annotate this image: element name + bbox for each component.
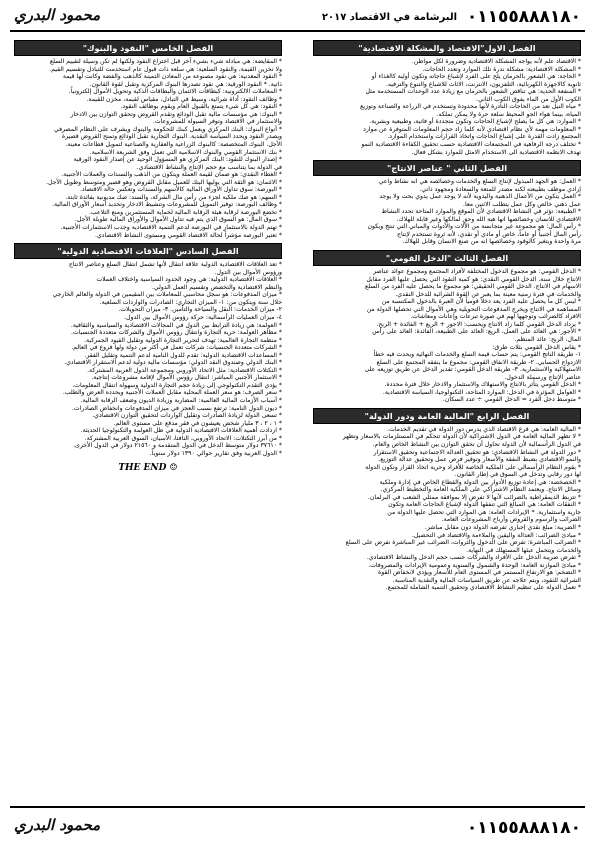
phone-number-footer: ٠١١٥٥٨٨٨١٨٠ — [466, 818, 581, 838]
text-line: * تختلف درجة الرفاهية في المجتمعات الاقتصادية حسب تحقيق الكفاءة الاقتصادية النمو — [361, 141, 581, 149]
chapter-section — [313, 160, 581, 246]
text-line: * المنفعة الحدية: هي تناقص الشعور بالحرمان مع زيادة عدد الوحدات المستخدمة مثل — [365, 88, 581, 96]
text-line: * السهم: هو صك ملكية لجزء من رأس مال الشركة، والسند: صك مديونية بفائدة ثابتة. — [65, 193, 282, 201]
text-line: والنظم الاقتصادية والتخصص وتقسيم العمل الدولي. — [151, 283, 282, 291]
text-line: ذاتية. * النقود الورقية: هي نقود تصدرها البنوك المركزية وتقبل لقوة القانون. — [89, 80, 282, 88]
chapter-heading: الفصل الرابع "المالية العامة ودور الدولة" — [313, 408, 581, 424]
text-line: الاقتصادي للانسان وخصائصها انها هبة الله وحق لمالكها وغير قابلة للهلاك. — [396, 215, 581, 223]
text-line: * النقود المعدنية: هي نقود مصنوعة من المعادن الثمينة كالذهب والفضة وكانت لها قيمة — [62, 73, 282, 81]
text-line: * الحاجة: هي الشعور بالحرمان يلح على الفرد لإشباع حاجاته وتكون أولية كالغذاء أو — [371, 73, 581, 81]
text-line: * دور الدولة في النشاط الاقتصادي: هو تحقيق العدالة الاجتماعية وتحقيق الاستقرار — [373, 448, 581, 456]
text-line: * منظمة التجارة العالمية: تهدف لتحرير التجارة الدولية وتقليل القيود الجمركية. — [84, 336, 282, 344]
text-line: ٤- ميزان العمليات الرأسمالية: حركة رؤوس الأموال بين الدول. — [124, 313, 282, 321]
text-line: * يزداد الدخل القومي كلما زاد الانتاج ويحسب: الاجور + الريع + الفائدة + الربح. — [376, 320, 581, 328]
text-line: * من أبرز التكتلات: الاتحاد الأوروبي، النافتا، الآسيان، السوق العربية المشتركة. — [84, 434, 282, 442]
text-line: * المساعدات الاقتصادية الدولية: تقدم للدول النامية لدعم التنمية وتقليل الفقر. — [84, 351, 282, 359]
text-line: لها دور رقابي وتدخل في السوق في إطار القانون. — [454, 471, 581, 479]
text-line: * تهتم الدولة بالاستثمار في البورصة لدعم التنمية الاقتصادية وجذب الاستثمارات الأجنبية. — [60, 224, 282, 232]
chapter-section — [313, 40, 581, 156]
text-line: إرادي موظف بطبيعته لكنه مصدر للمتعة والسعادة ومجهود ذاتي. — [419, 185, 581, 193]
text-line: المياه، بينما هواء الجو المحيط سلعة حرة ولا يمكن تملكه. — [436, 110, 581, 118]
text-line: ويصدر النقود ويحدد السياسة النقدية. البنوك التجارية تقبل الودائع وتمنح القروض قصيرة — [61, 133, 282, 141]
text-line: خلال سنة ويتكون من: ١- الميزان التجاري: الصادرات والواردات السلعية. — [99, 298, 282, 306]
text-line: * الدخل القومي يتأثر بالانتاج والاستهلاك والاستثمار والادخار خلال فترة محددة. — [384, 381, 581, 389]
text-line: والخدمات ويتحمل عبئها المستهلك في النهاية. — [466, 546, 581, 554]
text-line: * متوسط دخل الفرد = الدخل القومي ÷ عدد السكان. — [442, 396, 581, 404]
text-line: * العمل: هو الجهد المبذول لإنتاج السلع والخدمات وخصائصه هي انه نشاط واعي — [378, 178, 581, 186]
text-line: * وظائف النقود: أداة شرائية، وسيط في التبادل، مقياس لقيمة، مخزن للقيمة. — [86, 95, 282, 103]
text-line: الانتاج خلال سنة. الدخل القومي النقدي: هو كمية النقود التي يحصل عليها الفرد مقابل — [366, 275, 581, 283]
text-line: جارية واستثمارية. * الإيرادات العامة: هي الموارد التي تحصل عليها الدولة من — [387, 508, 581, 516]
text-line: * إصدار البنوك للنقود: البنك المركزي هو المسؤول الوحيد عن إصدار النقود الورقية — [73, 156, 282, 164]
text-line: * الاستثمار الأجنبي المباشر: انتقال رؤوس الأموال لإقامة مشروعات إنتاجية. — [91, 374, 282, 382]
text-line: * تعد العلاقات الاقتصادية الدولية علاقة انتقال لأنها تشمل انتقال السلع وعناصر الانتاج — [68, 261, 282, 269]
text-line: تهدف الانظمة الاقتصادية الى الاستخدام الامثل للموارد بشكل فعال. — [411, 148, 581, 156]
text-line: * بنك الاستثمار القومي والبنوك الاسلامية التي تعمل وفق الشريعة الاسلامية. — [89, 148, 282, 156]
text-line: الشرائية للنقود، ويتم علاجه عن طريق السياسات المالية والنقدية المناسبة. — [392, 576, 581, 584]
text-line: * الغطاء النقدي: هو ضمان لقيمة العملة ويتكون من الذهب والسندات والعملات الأجنبية. — [61, 171, 282, 179]
text-line: * سعر الصرف: هو سعر العملة المحلية مقابل العملات الأجنبية ويحدده العرض والطلب. — [62, 389, 282, 397]
chapter-section — [313, 250, 581, 404]
text-line: * البورصة: سوق تداول الأوراق المالية كالأسهم والسندات وتعكس حالة الاقتصاد. — [79, 186, 282, 194]
text-line: الاسهام في الانتاج. الدخل القومي الحقيقي: هو مجموع ما يحصل عليه الفرد من السلع — [365, 283, 581, 291]
text-line: * الاقتصاد علم لأنه يواجه المشكلة الاقتصادية وضرورة لكل مواطن. — [411, 58, 581, 65]
text-line: في الدولة بما يتناسب مع حجم الإنتاج والنشاط الاقتصادي. — [136, 163, 282, 171]
document-title: البرشامة في الاقتصاد ٢٠١٧ — [321, 12, 457, 23]
text-line: * البنك الدولي وصندوق النقد الدولي: مؤسسات مالية دولية لدعم الاستقرار الاقتصادي. — [64, 359, 282, 367]
chapter-heading: الفصل الخامس "النقود والبنوك" — [14, 40, 282, 56]
chapter-heading: الفصل السادس "العلاقات الاقتصادية الدولية" — [14, 243, 282, 259]
text-line: * العولمة: هي زيادة الترابط بين الدول في المجالات الاقتصادية والسياسية والثقافية. — [70, 321, 282, 329]
text-line: * تعتبر البورصة مؤشراً لحالة الاقتصاد القومي ومستوى النشاط الاقتصادي. — [95, 231, 282, 239]
text-line: * المعاملات الالكترونية: كبطاقات الائتمان والبطاقات الذكية وتحويل الأموال إلكترونياً. — [68, 88, 282, 96]
text-line: * ازدادت أهمية العلاقات الاقتصادية الدولية في ظل العولمة والتكنولوجيا الحديثة. — [80, 427, 282, 435]
text-line: * ديون الدول النامية: ترتفع بسبب العجز في ميزان المدفوعات وانخفاض الصادرات. — [71, 404, 282, 412]
text-line: * الائتمان: هو الثقة التي يوليها البنك للعميل مقابل القروض وهو قصير ومتوسط وطويل الأجل. — [46, 178, 282, 186]
left-column — [14, 40, 282, 800]
chapter-heading: الفصل الثالث "الدخل القومي" — [313, 250, 581, 266]
text-line: الازدواج الحسابي. ٢- طريقة الانفاق القومي: مجموع ما ينفقه المجتمع على السلع — [376, 358, 581, 366]
text-line: * التكتلات الاقتصادية: مثل الاتحاد الأوروبي ومجموعة الدول العربية المشتركة. — [87, 366, 282, 374]
text-line: * التضخم: هو الارتفاع المستمر في المستوى العام للأسعار ويؤدي لانخفاض القوة — [378, 569, 581, 577]
text-line: المساهمة في الانتاج ويخرج المدفوعات التحويلية وهي الأموال التي تحصلها الدولة من — [366, 305, 581, 313]
author-signature: محمود البدري — [14, 6, 101, 24]
text-line: * لا تظهر المالية العامة في الدول الاشتراكية لأن الدولة تتحكم في المستلزمات بالاسعار وتظهر — [342, 433, 581, 441]
text-line: * الشركات متعددة الجنسيات: شركات تعمل في أكثر من دولة ولها فروع في العالم. — [71, 344, 282, 352]
header-rule — [10, 30, 585, 32]
text-line: عمل ذهني خالص وكل عمل يتطلب الاثنين معا. — [463, 200, 581, 208]
right-column — [313, 40, 581, 800]
text-line: * ١ ، ٢ ، ٣ مليار شخص يعيشون في فقر مدقع على مستوى العالم. — [113, 419, 282, 427]
text-line: * ليس كل ما يحصل عليه الفرد يعد دخلاً قومياً لأن العبرة بالدخول المكتسبة من — [381, 298, 581, 306]
text-line: ١- طريقة الناتج القومي: يتم حساب قيمة السلع والخدمات النهائية ويحدث فيه خطأ — [373, 351, 581, 359]
text-line: * يؤدي التقدم التكنولوجي إلى زيادة حجم التجارة الدولية وسهولة انتقال المعلومات. — [72, 381, 282, 389]
text-line: * النفقات العامة: هي المبالغ التي تنفقها الدولة لإشباع الحاجات العامة وتكون — [388, 501, 581, 509]
text-line: ورؤوس الأموال بين الدول. — [214, 268, 282, 276]
text-line: * المالية العامة: هي فرع الاقتصاد الذي يدرس دور الدولة في تقديم الخدمات. — [387, 425, 581, 433]
text-line: * الضرائب المباشرة: تفرض على الدخول والثروات، الضرائب غير المباشرة تفرض على السلع — [345, 539, 581, 547]
text-line: * تخضع البورصة لرقابة هيئة الرقابة المالية لحماية المستثمرين ومنع التلاعب. — [88, 208, 282, 216]
text-line: رأس المال أجنبياً أو عاماً، خاص أو مادي أو نقدي، لأنه ثروة تستخدم لإنتاج — [397, 230, 581, 238]
chapter-heading: الفصل الاول"الاقتصاد والمشكلة الاقتصادية" — [313, 40, 581, 56]
text-line: عناصر الإنتاج ورسملة الدخول. — [504, 373, 581, 381]
text-line: * الدخل القومي: هو مجموع الدخول المختلفة لأفراد المجتمع ومجموع عوائد عناصر — [373, 268, 581, 276]
text-line: المجتمع زادت القدرة على إشباع الحاجات واتخاذ القرارات واستخدام الموارد. — [387, 133, 581, 141]
chapter-section — [14, 243, 282, 457]
text-line: * مياه النيل تعد من الحاجات النادرة لأنها محدودة وتستخدم في الزراعة والصناعة وتوزيع — [360, 103, 581, 111]
text-line: الكوب الأول من الماء يفوق الكوب الثاني. — [476, 95, 581, 103]
text-line: * وظائف البورصة: توفير التمويل للمشروعات وتنشيط الادخار وتحديد أسعار الأوراق المالية. — [52, 201, 282, 209]
text-line: المال، الربح: عائد المنظم. — [514, 335, 581, 343]
text-line: * مبادئ الموازنة العامة: الوحدة والشمول والسنوية وعمومية الإيرادات والمصروفات. — [368, 561, 581, 569]
text-line: * أنواع البنوك: البنك المركزي ويعمل كبنك للحكومة والبنوك ويشرف على النظام المصرفي — [53, 125, 282, 133]
end-note: THE END ☺ — [118, 463, 178, 474]
text-line: * الخصخصة: هي إعادة توزيع الأدوار بين الدولة والقطاع الخاص في إدارة وملكية — [379, 478, 581, 486]
author-signature-footer: محمود البدري — [14, 816, 101, 834]
text-line: * النقود: هي كل شيء يتمتع بالقبول العام ويقوم بوظائف النقود. — [120, 103, 282, 111]
text-line: * مبادئ الضرائب: العدالة واليقين والملاءمة والاقتصاد في التحصيل. — [411, 531, 581, 539]
text-line: * الدول العربية وفق تقارير حوالي ١٣٩٠ دولار سنوياً. — [149, 449, 282, 457]
text-line: * تفرض ضريبة الدخل على الأفراد والشركات حسب حجم الدخل والنشاط الاقتصادي. — [366, 554, 581, 562]
text-line: الأجل. البنوك المتخصصة: كالبنوك الزراعية والعقارية والصناعية لتمويل قطاعات معينة. — [65, 141, 282, 149]
text-line: * المقايضة: هي مبادلة شيء بشيء آخر قبل اختراع النقود ولكنها لم تكن وسيلة لتقييم السلع — [49, 58, 282, 65]
text-line: * العمل يتكون من الأعمال الذهنية واليدوية لأنه لا يوجد عمل يدوي بحت ولا يوجد — [379, 193, 581, 201]
chapter-section — [14, 40, 282, 239]
text-line: * تتربط الديمقراطية بالضرائب لأنها لا تفرض إلا بموافقة ممثلي الشعب في البرلمان. — [367, 493, 581, 501]
text-line: ٢- ميزان الخدمات: النقل والسياحة والتأمين. ٣- ميزان التحويلات. — [118, 306, 282, 314]
text-line: ثانوية كالاجهزة الكهربائية، التلفزيون، الانترنت، الاثاث للاشباع والتنوع والترفيه. — [386, 80, 581, 88]
text-line: * تعمل الدولة على تنظيم النشاط الاقتصادي وتحقيق التنمية الشاملة للمجتمع. — [385, 584, 581, 592]
page-footer — [0, 808, 595, 842]
text-line: * الضريبة: مبلغ نقدي إجباري تفرضه الدولة دون مقابل مباشر. — [424, 523, 581, 531]
page-header — [0, 0, 595, 34]
phone-number: ٠١١٥٥٨٨٨١٨٠ — [466, 7, 581, 27]
text-line: * أسباب الأزمات المالية العالمية: المضاربة وزيادة الديون وضعف الرقابة المالية. — [80, 396, 282, 404]
text-line: * العلاقات الاقتصادية الدولية: هي وجود الحدود السياسية واختلاف العملات — [96, 276, 282, 284]
text-line: والخدمات في فترة زمنية معينة بما يعبر عن القوة الشرائية للدخل النقدي. — [395, 290, 581, 298]
text-line: في الدول الرأسمالية لأن الدولة تحاول أن تحقق التوازن بين النشاط الخاص والعام. — [372, 440, 581, 448]
text-line: مرة واحدة ويتغير كالوقود وخصائصها انه من صنع الانسان وقابل للهلاك. — [402, 238, 581, 246]
text-line: * المشكلة الاقتصادية: مشكلة ندرة تلك الموارد وتعدد الحاجات. — [422, 65, 581, 73]
chapter-section — [313, 408, 581, 592]
text-line: والاستثمار في الاقتصاد وتوفر السيولة للمشروعات. — [152, 118, 282, 126]
text-line: الافراد كالضرائب وتوجهها لهم في صورة تبرعات وإعانات ومعاشات. — [410, 313, 581, 321]
text-line: * ميزان المدفوعات: هو سجل محاسبي للمعاملات بين المقيمين في الدولة والعالم الخارجي — [52, 291, 282, 299]
text-line: * المعلومات مهمة لأي نظام اقتصادي لأنه كلما زاد حجم المعلومات المتوفرة عن موارد — [363, 125, 581, 133]
text-line: * تسعى الدولة لزيادة الصادرات وتقليل الواردات لتحقيق التوازن الاقتصادي. — [92, 412, 282, 420]
text-line: * يقوم النظام الرأسمالي على الملكية الخاصة للأفراد وحرية اتخاذ القرار وتكون الدولة — [365, 463, 581, 471]
text-line: ولا تخزين القيمة، والنقود السلعية: هي سلعة ذات قبول عام استخدمت للتبادل وتقسيم القيم. — [49, 65, 282, 73]
text-line: الاستهلاكية والاستثمارية. ٣- طريقة الدخل القومي: تقدير الدخل عن طريق توزيعه على — [364, 366, 581, 374]
text-line: وسائل الانتاج. ويعتمد النظام الاشتراكي على الملكية العامة والتخطيط المركزي. — [380, 486, 581, 494]
text-line: * يقاس الدخل القومي بثلاث طرق: — [492, 343, 581, 351]
text-line: والنمو الاقتصادي بضبط النفقة والأسعار وتوفير فرص عمل وتحقيق عدالة التوزيع. — [378, 456, 581, 464]
text-line: * مظاهر العولمة: حرية التجارة وانتقال رؤوس الأموال والشركات متعددة الجنسيات. — [70, 329, 282, 337]
text-line: * العوامل المؤثرة في الدخل: الموارد المتاحة، التكنولوجيا، السياسة الاقتصادية. — [382, 388, 581, 396]
text-line: * رأس المال: هو مجموعة غير متجانسة من الآلات والأدوات والمباني التي تنتج ويكون — [367, 223, 581, 231]
text-line: الضرائب والرسوم والقروض وأرباح المشروعات العامة. — [441, 516, 581, 524]
text-line: * الموارد: هي كل ما يصلح لإشباع الحاجات وتكون متجددة أو فانية، وطبيعية وبشرية. — [369, 118, 581, 126]
text-line: * البنوك: هي مؤسسات مالية تقبل الودائع وتقدم القروض وتحقق التوازن بين الادخار — [70, 110, 282, 118]
text-line: * سوق المال: هو السوق الذي يتم فيه تداول الأموال والأوراق المالية طويلة الأجل. — [75, 216, 282, 224]
text-line: * الأجور: هي العائد على العمل، الريع: العائد على الطبيعة، الفائدة: العائد على رأس — [372, 328, 581, 336]
chapter-heading: الفصل الثاني " عناصر الانتاج" — [313, 160, 581, 176]
text-line: * ٣٧٦١٠ دولار متوسط الدخل في الدول المتقدمة و ٢١٥٦٠ دولار في الدول الأخرى. — [73, 442, 282, 450]
text-line: * الطبيعة: تؤثر في النشاط الاقتصادي لأن الموقع والموارد المتاحة تحدد النشاط — [381, 208, 581, 216]
